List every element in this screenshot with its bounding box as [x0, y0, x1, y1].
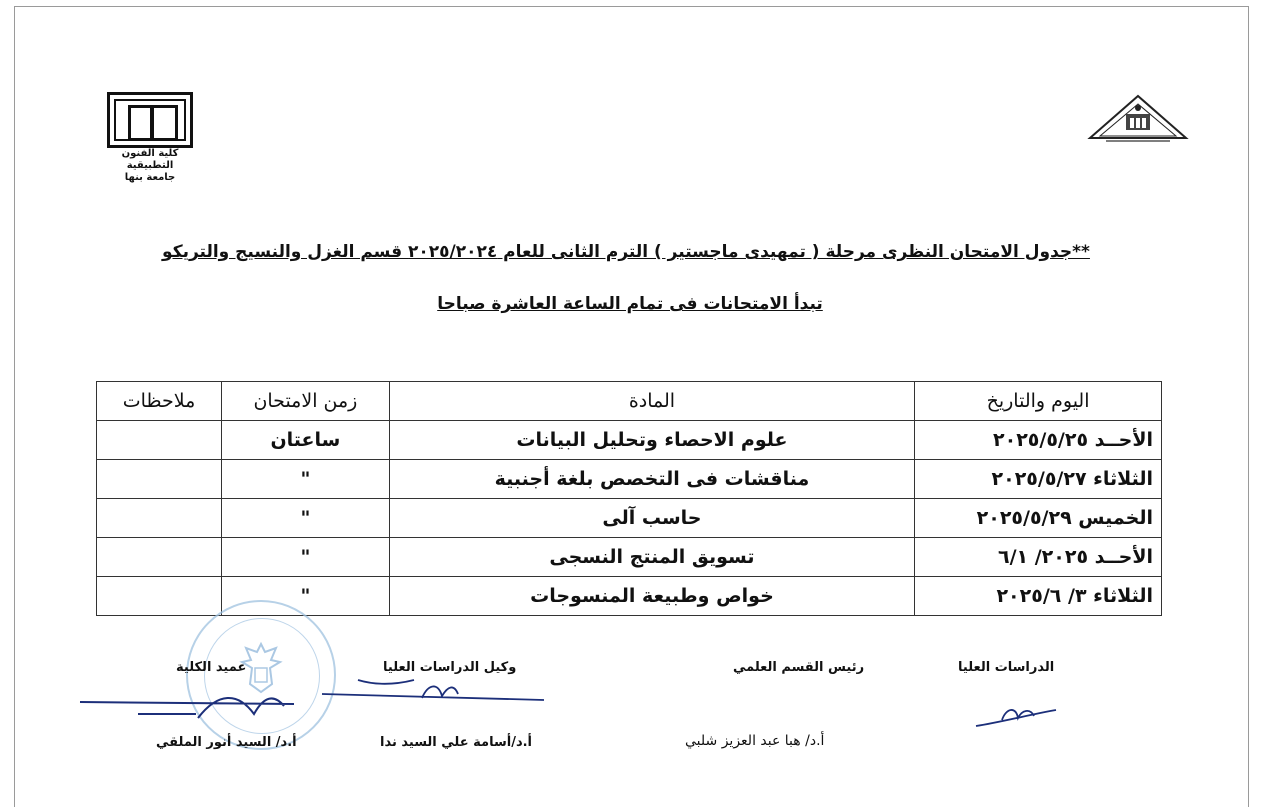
signature-vice-dean-icon: [318, 676, 548, 710]
cell-day: الثلاثاء ٢٠٢٥/٥/٢٧: [915, 460, 1162, 499]
signature-grad-studies-icon: [972, 696, 1062, 732]
cell-duration: ": [221, 499, 389, 538]
cell-duration: ساعتان: [221, 421, 389, 460]
cell-day: الخميس ٢٠٢٥/٥/٢٩: [915, 499, 1162, 538]
faculty-logo-mark: [107, 92, 193, 148]
exam-schedule-table: [96, 381, 1162, 616]
page-title: **جدول الامتحان النظرى مرحلة ( تمهيدى ماجستير ) الترم الثانى للعام ٢٠٢٥/٢٠٢٤ قسم الغزل والنسيج والتريكو: [162, 242, 1090, 262]
column-header-notes: ملاحظات: [97, 382, 222, 421]
dept-head-name: أ.د/ هبا عبد العزيز شلبي: [685, 733, 825, 749]
dean-name: أ.د/ السيد أنور الملقي: [156, 735, 297, 750]
faculty-logo-name: كلية الفنون التطبيقية: [121, 148, 179, 171]
cell-subject: علوم الاحصاء وتحليل البيانات: [389, 421, 914, 460]
cell-subject: مناقشات فى التخصص بلغة أجنبية: [389, 460, 914, 499]
cell-notes: [97, 421, 222, 460]
cell-notes: [97, 577, 222, 616]
dean-title: عميد الكلية: [176, 660, 247, 675]
university-logo-icon: [1086, 92, 1190, 144]
vice-dean-name: أ.د/أسامة علي السيد ندا: [380, 735, 533, 750]
cell-duration: ": [221, 577, 389, 616]
table-row: [97, 538, 1162, 577]
cell-day: الثلاثاء ٣/ ٢٠٢٥/٦: [915, 577, 1162, 616]
official-stamp-icon: [186, 600, 336, 750]
table-row: [97, 460, 1162, 499]
column-header-day: اليوم والتاريخ: [915, 382, 1162, 421]
cell-subject: تسويق المنتج النسجى: [389, 538, 914, 577]
grad-studies-title: الدراسات العليا: [958, 660, 1055, 675]
cell-subject: حاسب آلى: [389, 499, 914, 538]
cell-notes: [97, 499, 222, 538]
page-subtitle: تبدأ الامتحانات فى تمام الساعة العاشرة صباحا: [437, 294, 823, 314]
faculty-logo-university: جامعة بنها: [124, 172, 176, 183]
column-header-subject: المادة: [389, 382, 914, 421]
cell-notes: [97, 460, 222, 499]
cell-duration: ": [221, 460, 389, 499]
faculty-logo: [100, 92, 200, 182]
column-header-duration: زمن الامتحان: [221, 382, 389, 421]
dept-head-title: رئيس القسم العلمي: [733, 660, 865, 675]
cell-duration: ": [221, 538, 389, 577]
table-row: [97, 499, 1162, 538]
signature-dean-icon: [78, 688, 298, 724]
table-header-row: [97, 382, 1162, 421]
cell-day: الأحــد ٢٠٢٥/٥/٢٥: [915, 421, 1162, 460]
cell-notes: [97, 538, 222, 577]
vice-dean-title: وكيل الدراسات العليا: [383, 660, 517, 675]
cell-subject: خواص وطبيعة المنسوجات: [389, 577, 914, 616]
table-row: [97, 421, 1162, 460]
cell-day: الأحــد ٢٠٢٥/ ٦/١: [915, 538, 1162, 577]
